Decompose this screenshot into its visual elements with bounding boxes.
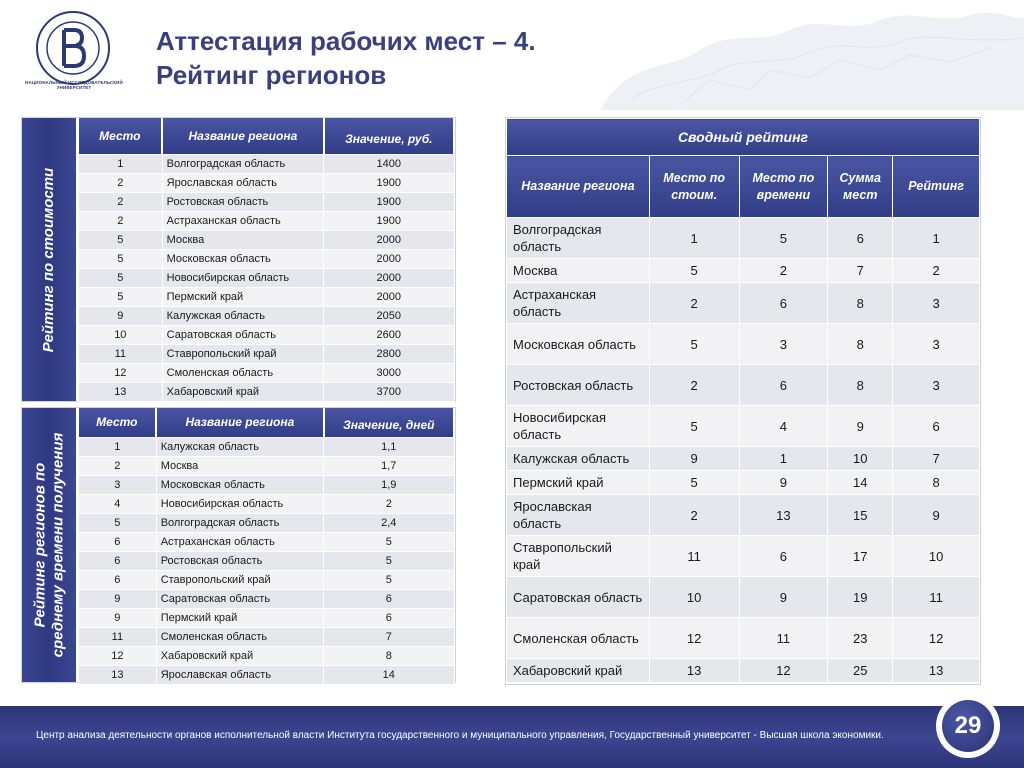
table-cell: 11 <box>79 627 157 646</box>
table-cell: 5 <box>649 406 739 447</box>
table-cell: 13 <box>649 659 739 683</box>
table-row <box>79 344 455 363</box>
table-cell: 5 <box>79 287 163 306</box>
table-cell: 6 <box>739 536 828 577</box>
table-cell: 3 <box>739 324 828 365</box>
page-title <box>156 24 536 92</box>
table-cell: 4 <box>79 494 157 513</box>
table-cell: 6 <box>739 283 828 324</box>
table-cell: 2 <box>324 494 454 513</box>
table-cell: Ставропольский край <box>507 536 650 577</box>
table-cell: Новосибирская область <box>507 406 650 447</box>
table-cell: 11 <box>739 618 828 659</box>
table-row <box>79 646 455 665</box>
table-cell: Ростовская область <box>507 365 650 406</box>
table-cell: 2 <box>649 495 739 536</box>
table-cell: 11 <box>893 577 980 618</box>
table-cell: 12 <box>79 646 157 665</box>
table-cell: Новосибирская область <box>162 268 323 287</box>
table-cell: 10 <box>828 447 893 471</box>
table-cell: Пермский край <box>162 287 323 306</box>
table-cell: 3 <box>893 324 980 365</box>
table-row <box>507 406 980 447</box>
table-cell: 3 <box>79 475 157 494</box>
table-cell: 6 <box>79 551 157 570</box>
table-row <box>79 154 455 173</box>
page-number-badge <box>936 694 1000 758</box>
table-cell: 14 <box>828 471 893 495</box>
table-cell: 13 <box>739 495 828 536</box>
table-cell: Хабаровский край <box>162 382 323 401</box>
table-cell: 13 <box>79 665 157 684</box>
table-cell: Ростовская область <box>162 192 323 211</box>
table-cell: Астраханская область <box>162 211 323 230</box>
col-header-sum: Сумма мест <box>828 156 893 218</box>
table-cell: Астраханская область <box>507 283 650 324</box>
table-row <box>79 456 455 475</box>
table-cell: 2 <box>739 259 828 283</box>
table-cell: Москва <box>507 259 650 283</box>
table-cell: 23 <box>828 618 893 659</box>
table-cell: 6 <box>79 532 157 551</box>
table-row <box>79 230 455 249</box>
table-cell: 3 <box>893 365 980 406</box>
table-cell: 7 <box>828 259 893 283</box>
table-row <box>507 659 980 683</box>
table-row <box>507 218 980 259</box>
table-cell: Ростовская область <box>156 551 323 570</box>
table-cell: 3700 <box>324 382 454 401</box>
col-header-rating: Рейтинг <box>893 156 980 218</box>
table-cell: 2 <box>79 456 157 475</box>
table-cell: Московская область <box>162 249 323 268</box>
table-cell: 2 <box>649 365 739 406</box>
table-cell: 1 <box>79 154 163 173</box>
table-cell: 1900 <box>324 173 454 192</box>
table-cell: 1900 <box>324 192 454 211</box>
table-cell: 11 <box>649 536 739 577</box>
table-row <box>79 173 455 192</box>
table-cell: Смоленская область <box>162 363 323 382</box>
table-cell: Московская область <box>507 324 650 365</box>
summary-title: Сводный рейтинг <box>507 119 980 156</box>
table-cell: 12 <box>893 618 980 659</box>
table-row <box>79 306 455 325</box>
title-line-2: Рейтинг регионов <box>156 60 387 90</box>
table-row <box>79 627 455 646</box>
table-cell: 9 <box>739 471 828 495</box>
footer-bar <box>0 706 1024 768</box>
table-cell: 5 <box>324 570 454 589</box>
table-cell: 5 <box>649 471 739 495</box>
table-cell: 1 <box>649 218 739 259</box>
table-cell: Московская область <box>156 475 323 494</box>
table-cell: 2 <box>893 259 980 283</box>
table-cell: Волгоградская область <box>507 218 650 259</box>
table-cell: 5 <box>79 249 163 268</box>
table-cell: Калужская область <box>507 447 650 471</box>
table-row <box>79 513 455 532</box>
table-cell: Калужская область <box>156 437 323 456</box>
table-row <box>507 536 980 577</box>
table-cell: Хабаровский край <box>507 659 650 683</box>
table-cell: Саратовская область <box>507 577 650 618</box>
table-row <box>79 494 455 513</box>
logo-caption: НАЦИОНАЛЬНЫЙ ИССЛЕДОВАТЕЛЬСКИЙ УНИВЕРСИТЕТ <box>25 80 123 90</box>
table-cell: 9 <box>79 306 163 325</box>
table-cell: Москва <box>162 230 323 249</box>
table-cell: 8 <box>324 646 454 665</box>
table-cell: Новосибирская область <box>156 494 323 513</box>
table-cell: 17 <box>828 536 893 577</box>
table-cell: 12 <box>649 618 739 659</box>
table-row <box>507 471 980 495</box>
col-header-region: Название региона <box>507 156 650 218</box>
table-cell: Саратовская область <box>156 589 323 608</box>
table-cell: 10 <box>79 325 163 344</box>
table-cell: 12 <box>739 659 828 683</box>
table-cell: 5 <box>79 230 163 249</box>
col-header-region: Название региона <box>156 408 323 437</box>
table-cell: 9 <box>828 406 893 447</box>
table-cell: Пермский край <box>156 608 323 627</box>
table-row <box>79 589 455 608</box>
time-rating-side-label: Рейтинг регионов по среднему времени получения <box>22 408 76 682</box>
table-row <box>79 437 455 456</box>
table-cell: 5 <box>649 259 739 283</box>
page-number: 29 <box>942 700 994 752</box>
table-cell: Пермский край <box>507 471 650 495</box>
table-cell: 19 <box>828 577 893 618</box>
table-row <box>79 475 455 494</box>
table-row <box>507 495 980 536</box>
table-cell: Ставропольский край <box>162 344 323 363</box>
table-row <box>507 324 980 365</box>
table-cell: 10 <box>893 536 980 577</box>
table-cell: 6 <box>79 570 157 589</box>
title-line-1: Аттестация рабочих мест – 4. <box>156 26 536 56</box>
table-cell: 6 <box>324 608 454 627</box>
table-cell: 5 <box>79 268 163 287</box>
table-cell: 2600 <box>324 325 454 344</box>
table-cell: 1,1 <box>324 437 454 456</box>
table-cell: Ярославская область <box>162 173 323 192</box>
table-cell: 3 <box>893 283 980 324</box>
table-cell: 2000 <box>324 230 454 249</box>
col-header-value: Значение, руб. <box>324 118 454 154</box>
table-cell: 5 <box>649 324 739 365</box>
table-row <box>79 608 455 627</box>
table-cell: 3000 <box>324 363 454 382</box>
table-cell: 1 <box>893 218 980 259</box>
col-header-place: Место <box>79 408 157 437</box>
table-cell: 8 <box>828 324 893 365</box>
table-cell: Смоленская область <box>507 618 650 659</box>
table-cell: 9 <box>649 447 739 471</box>
table-cell: 2000 <box>324 249 454 268</box>
table-row <box>507 618 980 659</box>
table-cell: Смоленская область <box>156 627 323 646</box>
table-cell: 6 <box>739 365 828 406</box>
table-row <box>79 363 455 382</box>
table-cell: 2800 <box>324 344 454 363</box>
table-cell: 12 <box>79 363 163 382</box>
summary-rating-table <box>506 118 980 683</box>
footer-text: Центр анализа деятельности органов исполнительной власти Института государственного и муниципального управления, Государственный университет - Высшая школа экономики. <box>36 730 884 741</box>
table-cell: Калужская область <box>162 306 323 325</box>
cost-rating-side-label: Рейтинг по стоимости <box>22 118 76 401</box>
table-row <box>507 283 980 324</box>
table-cell: 9 <box>893 495 980 536</box>
col-header-value: Значение, дней <box>324 408 454 437</box>
table-cell: 2 <box>79 173 163 192</box>
table-row <box>79 211 455 230</box>
table-cell: 9 <box>79 608 157 627</box>
table-cell: 8 <box>828 283 893 324</box>
table-row <box>79 570 455 589</box>
table-cell: 2,4 <box>324 513 454 532</box>
table-cell: 1,9 <box>324 475 454 494</box>
col-header-time-place: Место по времени <box>739 156 828 218</box>
table-cell: 14 <box>324 665 454 684</box>
cost-rating-panel <box>21 117 456 402</box>
table-row <box>79 268 455 287</box>
table-cell: 9 <box>739 577 828 618</box>
table-row <box>79 665 455 684</box>
cost-rating-table <box>78 118 455 402</box>
table-cell: 1400 <box>324 154 454 173</box>
table-cell: Волгоградская область <box>156 513 323 532</box>
table-cell: 2000 <box>324 268 454 287</box>
table-cell: 7 <box>324 627 454 646</box>
table-cell: 6 <box>828 218 893 259</box>
table-row <box>507 447 980 471</box>
table-cell: 5 <box>79 513 157 532</box>
table-cell: 2 <box>649 283 739 324</box>
table-cell: Хабаровский край <box>156 646 323 665</box>
time-rating-table <box>78 408 455 685</box>
table-cell: 1 <box>79 437 157 456</box>
table-cell: 8 <box>893 471 980 495</box>
table-cell: Волгоградская область <box>162 154 323 173</box>
table-cell: 4 <box>739 406 828 447</box>
table-row <box>507 365 980 406</box>
table-cell: 6 <box>324 589 454 608</box>
table-row <box>79 325 455 344</box>
table-cell: 1 <box>739 447 828 471</box>
table-cell: 1,7 <box>324 456 454 475</box>
table-cell: 1900 <box>324 211 454 230</box>
table-cell: Ярославская область <box>507 495 650 536</box>
table-cell: Москва <box>156 456 323 475</box>
table-cell: 15 <box>828 495 893 536</box>
col-header-region: Название региона <box>162 118 323 154</box>
table-row <box>507 259 980 283</box>
col-header-cost-place: Место по стоим. <box>649 156 739 218</box>
map-background <box>600 0 1024 110</box>
table-cell: 2050 <box>324 306 454 325</box>
table-cell: 2000 <box>324 287 454 306</box>
table-cell: Саратовская область <box>162 325 323 344</box>
table-cell: 25 <box>828 659 893 683</box>
table-cell: 13 <box>79 382 163 401</box>
table-cell: 2 <box>79 192 163 211</box>
col-header-place: Место <box>79 118 163 154</box>
table-row <box>507 577 980 618</box>
table-cell: 5 <box>739 218 828 259</box>
table-cell: Астраханская область <box>156 532 323 551</box>
table-row <box>79 192 455 211</box>
time-rating-panel <box>21 407 456 683</box>
table-row <box>79 532 455 551</box>
table-cell: 13 <box>893 659 980 683</box>
table-cell: Ставропольский край <box>156 570 323 589</box>
table-cell: 2 <box>79 211 163 230</box>
table-cell: 10 <box>649 577 739 618</box>
table-row <box>79 249 455 268</box>
table-cell: 11 <box>79 344 163 363</box>
table-cell: 9 <box>79 589 157 608</box>
table-cell: 8 <box>828 365 893 406</box>
table-cell: 7 <box>893 447 980 471</box>
table-cell: 5 <box>324 532 454 551</box>
table-row <box>79 287 455 306</box>
table-cell: 6 <box>893 406 980 447</box>
table-cell: Ярославская область <box>156 665 323 684</box>
summary-rating-panel <box>505 117 981 685</box>
table-row <box>79 551 455 570</box>
table-row <box>79 382 455 401</box>
table-cell: 5 <box>324 551 454 570</box>
